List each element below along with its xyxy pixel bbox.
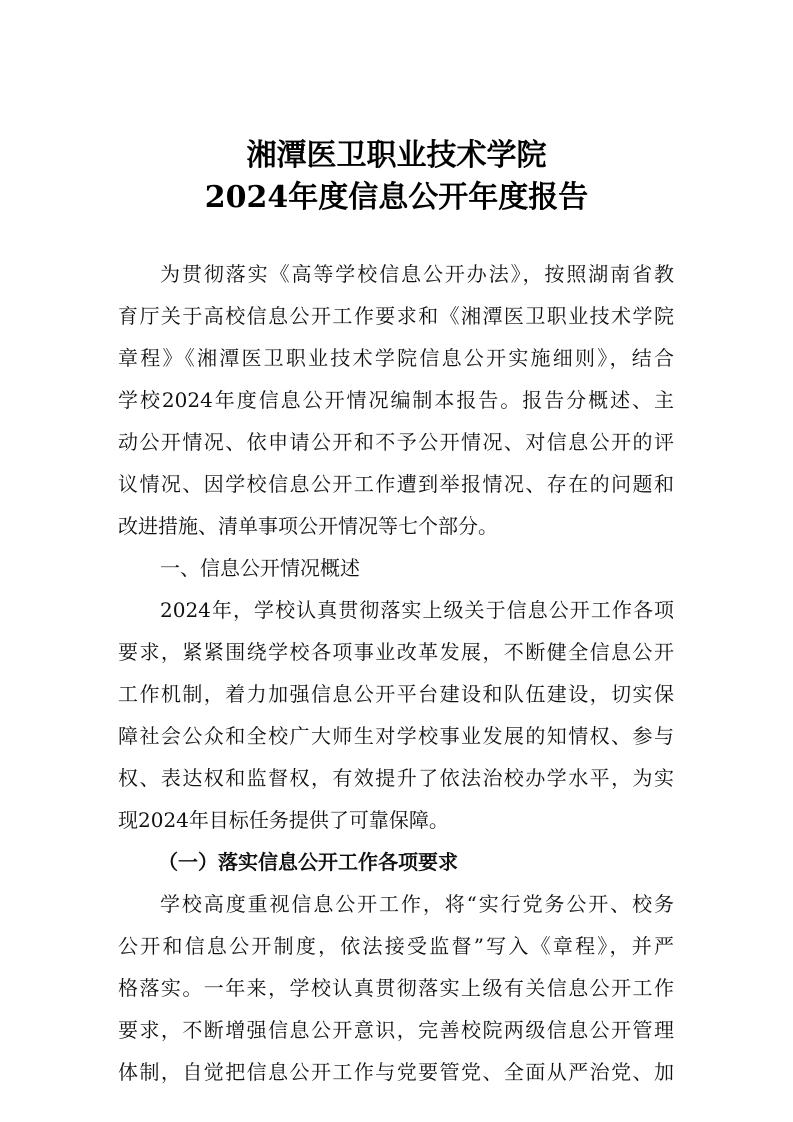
intro-line: 为贯彻落实《高等学校信息公开办法》，按照湖南省教 (160, 262, 674, 286)
subsection1-line: 学校高度重视信息公开工作，将“实行党务公开、校务 (160, 892, 674, 916)
intro-line: 章程》《湘潭医卫职业技术学院信息公开实施细则》，结合 (118, 346, 674, 370)
section1-line: 障社会公众和全校广大师生对学校事业发展的知情权、参与 (118, 724, 674, 748)
section1-line: 现2024年目标任务提供了可靠保障。 (118, 808, 449, 832)
intro-line: 议情况、因学校信息公开工作遭到举报情况、存在的问题和 (118, 472, 674, 496)
subsection1-line: 公开和信息公开制度，依法接受监督”写入《章程》，并严 (118, 934, 674, 958)
section1-line: 工作机制，着力加强信息公开平台建设和队伍建设，切实保 (118, 682, 674, 706)
intro-line: 改进措施、清单事项公开情况等七个部分。 (118, 514, 498, 538)
section1-line: 要求，紧紧围绕学校各项事业改革发展，不断健全信息公开 (118, 640, 674, 664)
intro-line: 动公开情况、依申请公开和不予公开情况、对信息公开的评 (118, 430, 674, 454)
subsection1-line: 要求，不断增强信息公开意识，完善校院两级信息公开管理 (118, 1018, 674, 1042)
section1-line: 权、表达权和监督权，有效提升了依法治校办学水平，为实 (118, 766, 674, 790)
subsection1-line: 格落实。一年来，学校认真贯彻落实上级有关信息公开工作 (118, 976, 674, 1000)
intro-line: 学校2024年度信息公开情况编制本报告。报告分概述、主 (118, 388, 674, 412)
intro-line: 育厅关于高校信息公开工作要求和《湘潭医卫职业技术学院 (118, 304, 674, 328)
subsection1-line: 体制，自觉把信息公开工作与党要管党、全面从严治党、加 (118, 1060, 674, 1084)
document-title-line2: 2024年度信息公开年度报告 (204, 180, 589, 215)
subsection-heading: （一）落实信息公开工作各项要求 (158, 850, 458, 874)
section1-line: 2024年，学校认真贯彻落实上级关于信息公开工作各项 (160, 598, 674, 622)
document-title-line1: 湘潭医卫职业技术学院 (246, 138, 547, 173)
section-heading: 一、信息公开情况概述 (160, 556, 360, 580)
